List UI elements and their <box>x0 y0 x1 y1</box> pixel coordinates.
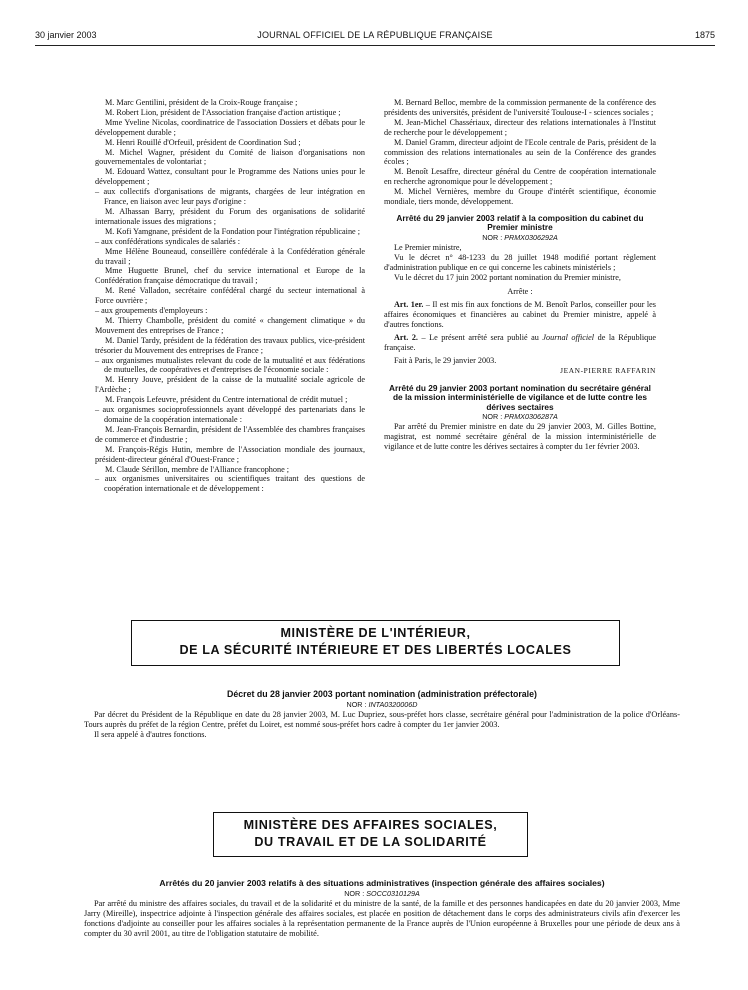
preamble-paragraph: Vu le décret du 17 juin 2002 portant nomination du Premier ministre, <box>394 272 621 282</box>
member-item: M. Henry Jouve, président de la caisse de la mutualité sociale agricole de l'Ardèche ; <box>95 375 365 395</box>
arrete1-nor: NOR : PRMX0306292A <box>482 232 558 242</box>
left-column <box>95 98 365 494</box>
member-item: M. Henri Rouillé d'Orfeuil, président de Coordination Sud ; <box>105 137 301 147</box>
arrete2-nor: NOR : PRMX0306287A <box>482 412 558 422</box>
ministry-social-section <box>84 879 680 939</box>
member-item: Mme Yveline Nicolas, coordinatrice de l'association Dossiers et débats pour le développement durable ; <box>95 117 365 137</box>
member-item: M. René Valladon, secrétaire confédéral chargé du secteur international à Force ouvrière ; <box>95 286 365 306</box>
member-item: M. Benoît Lesaffre, directeur général du Centre de coopération internationale en recherche agronomique pour le développement ; <box>384 167 656 187</box>
member-item: M. Robert Lion, président de l'Association française d'action artistique ; <box>105 107 341 117</box>
member-item: M. François Lefeuvre, président du Centre international de crédit mutuel ; <box>105 395 348 405</box>
member-item: M. Marc Gentilini, président de la Croix-Rouge française ; <box>105 98 298 107</box>
members-list <box>384 98 656 207</box>
ministry-social-line2: DU TRAVAIL ET DE LA SOLIDARITÉ <box>254 835 487 849</box>
member-item: M. Jean-François Bernardin, président de l'Assemblée des chambres françaises de commerce et d'industrie ; <box>95 424 365 444</box>
member-item: M. Alhassan Barry, président du Forum des organisations de solidarité internationale issues des migrations ; <box>95 206 365 226</box>
member-item: M. Daniel Gramm, directeur adjoint de l'Ecole centrale de Paris, président de la commission des relations internationales au sein de la Conférence des grandes écoles ; <box>384 137 656 167</box>
arrete1-article1: Art. 1er. – Il est mis fin aux fonctions de M. Benoît Parlos, conseiller pour les affaires économiques et financières au cabinet du Premier ministre, appelé à d'autres fonctions. <box>384 300 656 330</box>
category-item: – aux organismes universitaires ou scientifiques traitant des questions de coopération internationale et de développement : <box>95 474 365 494</box>
decree-title: Décret du 28 janvier 2003 portant nomination (administration préfectorale) <box>227 689 537 699</box>
member-item: M. Edouard Wattez, consultant pour le Programme des Nations unies pour le développement ; <box>95 167 365 187</box>
ministry-interior-box <box>131 620 620 666</box>
category-item: – aux organismes socioprofessionnels ayant développé des partenariats dans le domaine de la coopération internationale : <box>95 405 365 424</box>
member-item: M. Claude Sérillon, membre de l'Alliance francophone ; <box>105 464 290 474</box>
header-date: 30 janvier 2003 <box>35 30 97 40</box>
member-item: M. Bernard Belloc, membre de la commission permanente de la conférence des présidents des universités, président de l'université Toulouse-I - sciences sociales ; <box>384 98 656 117</box>
member-item: M. Thierry Chambolle, président du comité « changement climatique » du Mouvement des entreprises de France ; <box>95 315 365 335</box>
member-item: M. Jean-Michel Chassériaux, directeur des relations internationales à l'Institut de recherche pour le développement ; <box>384 117 656 137</box>
ministry-interior-section <box>84 690 680 740</box>
arrete2-text: Par arrêté du Premier ministre en date du 29 janvier 2003, M. Gilles Bottine, magistrat, est nommé secrétaire général de la mission interministérielle de vigilance et de lutte contre les dérives sectaires à compter du 1er février 2003. <box>384 422 656 451</box>
member-item: M. François-Régis Hutin, membre de l'Association mondiale des journaux, président-directeur général d'Ouest-France ; <box>95 444 365 464</box>
category-item: – aux collectifs d'organisations de migrants, chargées de leur intégration en France, en liaison avec leur pays d'origine : <box>95 187 365 207</box>
category-item: – aux confédérations syndicales de salariés : <box>95 236 241 246</box>
right-column <box>384 98 656 452</box>
social-arrete-nor: NOR : SOCC0310129A <box>344 888 420 898</box>
page-header <box>35 30 715 44</box>
decree-text-2: Il sera appelé à d'autres fonctions. <box>94 729 207 739</box>
member-item: M. Michel Vernières, membre du Groupe d'intérêt scientifique, économie mondiale, tiers monde, développement. <box>384 187 656 207</box>
member-item: M. Kofi Yamgnane, président de la Fondation pour l'intégration républicaine ; <box>105 226 361 236</box>
social-arrete-text: Par arrêté du ministre des affaires sociales, du travail et de la solidarité et du ministre de la santé, de la famille et des personnes handicapées en date du 20 janvier 2003, Mme Jarry (Mireille), inspectrice adjointe à l'inspection générale des affaires sociales, est placée en position de détachement dans le corps des administrateurs civils afin d'exercer les fonctions d'adjointe au conseiller pour les affaires sociales à la représentation permanente de la France auprès de l'Union européenne à Bruxelles pour une période de deux ans à compter du 30 avril 2001, au titre de l'obligation statutaire de mobilité. <box>84 898 680 938</box>
decree-text: Par décret du Président de la République en date du 28 janvier 2003, M. Luc Dupriez, sous-préfet hors classe, secrétaire général pour l'administration de la police d'Orléans-Tours auprès du préfet de la région Centre, préfet du Loiret, est nommé sous-préfet hors cadre à compter du 1er janvier 2003. <box>84 709 680 729</box>
social-arrete-title: Arrêtés du 20 janvier 2003 relatifs à des situations administratives (inspection générale des affaires sociales) <box>159 878 605 888</box>
decree-nor: NOR : INTA0320006D <box>346 699 418 709</box>
ministry-social-box <box>213 812 528 857</box>
arrete1-preamble <box>384 243 656 283</box>
member-item: Mme Hélène Bouneaud, conseillère confédérale à la Confédération générale du travail ; <box>95 246 365 266</box>
category-item: – aux organismes mutualistes relevant du code de la mutualité et aux fédérations de mutuelles, de coopératives et d'entreprises de l'économie sociale : <box>95 355 365 375</box>
header-page-number: 1875 <box>694 30 715 40</box>
arrete1-signature: JEAN-PIERRE RAFFARIN <box>560 365 656 375</box>
ministry-interior-line1: MINISTÈRE DE L'INTÉRIEUR, <box>280 626 471 640</box>
member-item: M. Daniel Tardy, président de la fédération des travaux publics, vice-président trésorier du Mouvement des entreprises de France ; <box>95 335 365 355</box>
header-rule <box>35 45 715 46</box>
ministry-social-line1: MINISTÈRE DES AFFAIRES SOCIALES, <box>243 818 498 832</box>
arrete1-title: Arrêté du 29 janvier 2003 relatif à la composition du cabinet du Premier ministre <box>396 212 644 233</box>
preamble-paragraph: Vu le décret n° 48-1233 du 28 juillet 1948 modifié portant règlement d'administration publique en ce qui concerne les cabinets ministériels ; <box>384 252 656 272</box>
category-item: – aux groupements d'employeurs : <box>95 306 208 316</box>
member-item: M. Michel Wagner, président du Comité de liaison d'organisations non gouvernementales de volontariat ; <box>95 147 365 167</box>
preamble-paragraph: Le Premier ministre, <box>394 242 462 252</box>
arrete1-fait: Fait à Paris, le 29 janvier 2003. <box>394 355 497 365</box>
member-item: Mme Huguette Brunel, chef du service international et Europe de la Confédération française démocratique du travail ; <box>95 266 365 286</box>
arrete2-title: Arrêté du 29 janvier 2003 portant nomination du secrétaire général de la mission interministérielle de vigilance et de lutte contre les dérives sectaires <box>389 382 651 412</box>
arrete1-article2: Art. 2. – Le présent arrêté sera publié au Journal officiel de la République française. <box>384 333 656 353</box>
arrete-word: Arrête : <box>507 286 533 296</box>
ministry-interior-line2: DE LA SÉCURITÉ INTÉRIEURE ET DES LIBERTÉS LOCALES <box>179 643 572 657</box>
header-journal-title: JOURNAL OFFICIEL DE LA RÉPUBLIQUE FRANÇAISE <box>257 30 493 40</box>
